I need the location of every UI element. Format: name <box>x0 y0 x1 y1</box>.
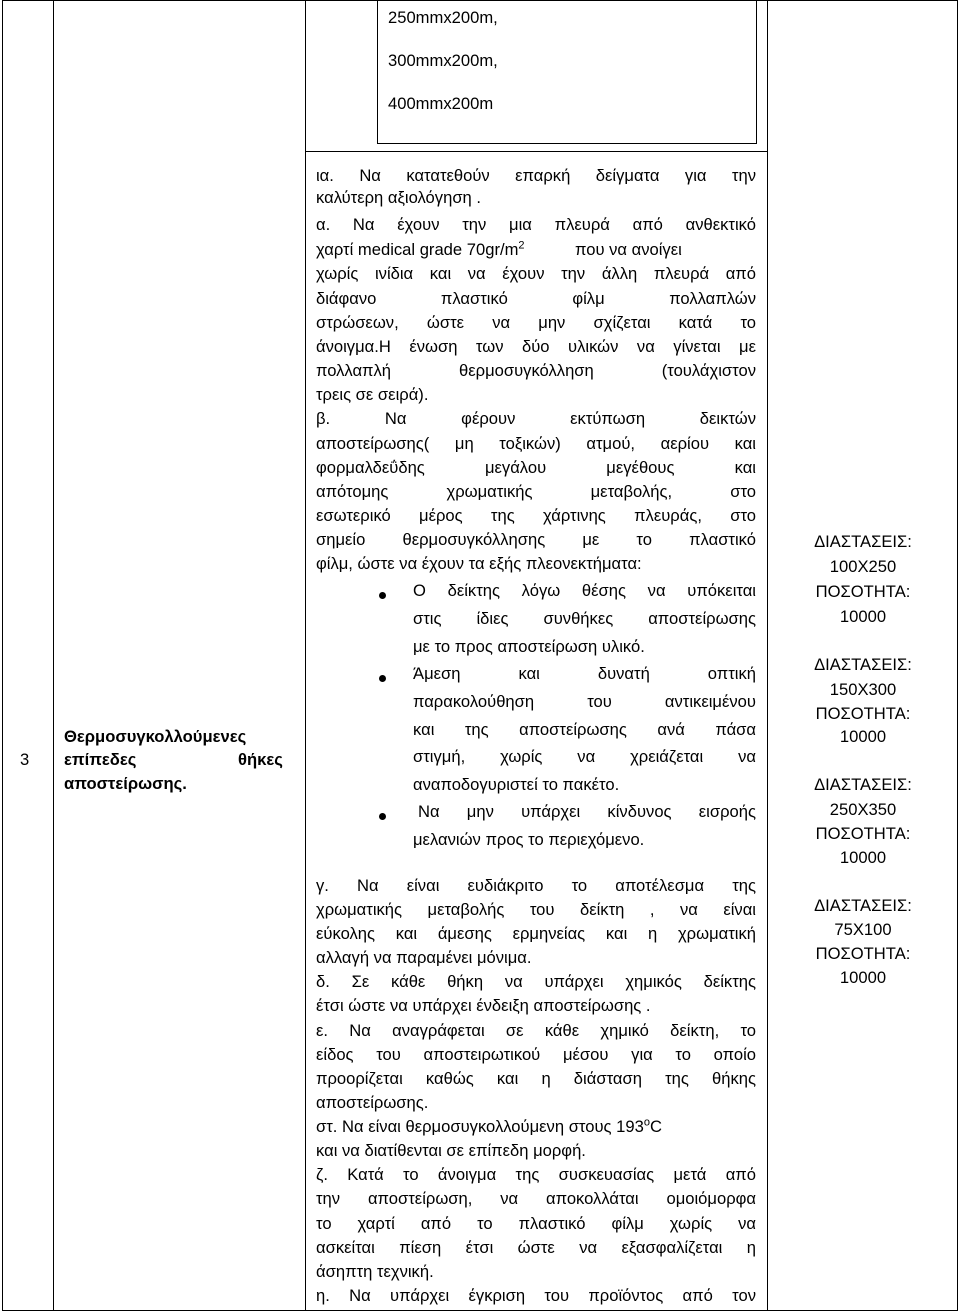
bullet-icon <box>379 592 386 599</box>
spec-line: ασκείται πίεση έτσι ώστε να εξασφαλίζεται η <box>316 1238 756 1257</box>
item-title-line2a: επίπεδες <box>64 750 137 769</box>
spec-line: δ. Σε κάθε θήκη να υπάρχει χημικός δείκτης <box>316 972 756 991</box>
spec-line: σημείο θερμοσυγκόλλησης με το πλαστικό <box>316 530 756 549</box>
spec-line: α. Να έχουν την μια πλευρά από ανθεκτικό <box>316 215 756 234</box>
spec-line: αποστείρωσης( μη τοξικών) ατμού, αερίου και <box>316 434 756 453</box>
bullet-icon <box>379 675 386 682</box>
spec-line: διάφανο πλαστικό φίλμ πολλαπλών <box>316 289 756 308</box>
item-title-line3: αποστείρωσης. <box>64 774 187 793</box>
dimensions-label: ΔΙΑΣΤΑΣΕΙΣ: <box>814 655 912 674</box>
dimensions-value: 250Χ350 <box>829 800 897 819</box>
bullet-line: στιγμή, χωρίς να χρειάζεται να <box>413 747 756 766</box>
spec-line: χωρίς ινίδια και να έχουν την άλλη πλευρά από <box>316 264 756 283</box>
bullet-line: και της αποστείρωσης ανά πάσα <box>413 720 756 739</box>
bullet-line: Ο δείκτης λόγω θέσης να υπόκειται <box>413 581 756 600</box>
dimensions-label: ΔΙΑΣΤΑΣΕΙΣ: <box>814 532 912 551</box>
spec-line: την αποστείρωση, να αποκολλάται ομοιόμορφα <box>316 1189 756 1208</box>
spec-line: το χαρτί από το πλαστικό φίλμ χωρίς να <box>316 1214 756 1233</box>
quantity-value: 10000 <box>839 727 887 746</box>
quantity-value: 10000 <box>839 607 887 626</box>
bullet-line: με το προς αποστείρωση υλικό. <box>413 637 645 656</box>
spec-line: χαρτί medical grade $70gr/m^2$ <box>316 239 525 259</box>
spec-line: που να ανοίγει <box>575 240 682 259</box>
dimensions-label: ΔΙΑΣΤΑΣΕΙΣ: <box>814 775 912 794</box>
bullet-line: Να μην υπάρχει κίνδυνος εισροής <box>418 802 756 821</box>
spec-line: είδος του αποστειρωτικού μέσου για το οποίο <box>316 1045 756 1064</box>
spec-line: αλλαγή να παραμένει μόνιμα. <box>316 948 532 967</box>
bullet-line: παρακολούθηση του αντικειμένου <box>413 692 756 711</box>
column-divider <box>53 1 54 1310</box>
spec-line: αποστείρωσης. <box>316 1093 429 1112</box>
spec-line: ε. Να αναγράφεται σε κάθε χημικό δείκτη, το <box>316 1021 756 1040</box>
spec-line: στρώσεων, ώστε να μην σχίζεται κατά το <box>316 313 756 332</box>
spec-line: ζ. Κατά το άνοιγμα της συσκευασίας μετά από <box>316 1165 756 1184</box>
spec-line: έτσι ώστε να υπάρχει ένδειξη αποστείρωσης . <box>316 996 651 1015</box>
spec-line: και να διατίθενται σε επίπεδη μορφή. <box>316 1141 586 1160</box>
item-title-line1: Θερμοσυγκολλούμενες <box>64 727 247 746</box>
dimension-line: 300mmx200m, <box>388 51 498 70</box>
dimensions-value: 150Χ300 <box>829 680 897 699</box>
spec-line: φορμαλδεΰδης μεγάλου μεγέθους και <box>316 458 756 477</box>
spec-line: φίλμ, ώστε να έχουν τα εξής πλεονεκτήματα: <box>316 554 642 573</box>
spec-line: απότομης χρωματικής μεταβολής, στο <box>316 482 756 501</box>
superscript: ο <box>643 1116 650 1129</box>
quantity-label: ΠΟΣΟΤΗΤΑ: <box>815 944 911 963</box>
bullet-line: Άμεση και δυνατή οπτική <box>413 664 756 683</box>
spec-line: εύκολης και άμεσης ερμηνείας και η χρωματική <box>316 924 756 943</box>
quantity-label: ΠΟΣΟΤΗΤΑ: <box>815 582 911 601</box>
spec-line: πολλαπλή θερμοσυγκόλληση (τουλάχιστον <box>316 361 756 380</box>
bullet-line: στις ίδιες συνθήκες αποστείρωσης <box>413 609 756 628</box>
dimensions-value: 75Χ100 <box>834 920 892 939</box>
spec-line: χρωματικής μεταβολής του δείκτη , να είναι <box>316 900 756 919</box>
quantity-value: 10000 <box>839 968 887 987</box>
quantity-value: 10000 <box>839 848 887 867</box>
row-number: 3 <box>20 750 30 769</box>
dimension-line: 250mmx200m, <box>388 8 498 27</box>
spec-line: β. Να φέρουν εκτύπωση δεικτών <box>316 409 756 428</box>
dimensions-label: ΔΙΑΣΤΑΣΕΙΣ: <box>814 896 912 915</box>
spec-line: ια. Να κατατεθούν επαρκή δείγματα για την <box>316 166 756 185</box>
spec-line: άσηπτη τεχνική. <box>316 1262 434 1281</box>
quantity-label: ΠΟΣΟΤΗΤΑ: <box>815 704 911 723</box>
quantity-label: ΠΟΣΟΤΗΤΑ: <box>815 824 911 843</box>
bullet-line: μελανιών προς το περιεχόμενο. <box>413 830 645 849</box>
spec-line: στ. Να είναι θερμοσυγκολλούμενη στους $193^oC$ <box>316 1116 662 1136</box>
spec-line: άνοιγμα.Η ένωση των δύο υλικών να γίνεται με <box>316 337 756 356</box>
spec-line: εσωτερικό μέρος της χάρτινης πλευράς, στο <box>316 506 756 525</box>
dimension-line: 400mmx200m <box>388 94 494 113</box>
superscript: 2 <box>518 239 525 252</box>
spec-line: καλύτερη αξιολόγηση . <box>316 188 482 207</box>
item-title-line2b: θήκες <box>238 750 283 769</box>
bullet-line: αναποδογυριστεί το πακέτο. <box>413 775 620 794</box>
spec-line: γ. Να είναι ευδιάκριτο το αποτέλεσμα της <box>316 876 756 895</box>
spec-line: η. Να υπάρχει έγκριση του προϊόντος από τον <box>316 1286 756 1305</box>
spec-line: προορίζεται καθώς και η διάσταση της θήκης <box>316 1069 756 1088</box>
dimensions-value: 100Χ250 <box>829 557 897 576</box>
spec-line: τρεις σε σειρά). <box>316 385 429 404</box>
bullet-icon <box>379 813 386 820</box>
row-divider <box>305 151 767 152</box>
column-divider <box>305 1 306 1310</box>
